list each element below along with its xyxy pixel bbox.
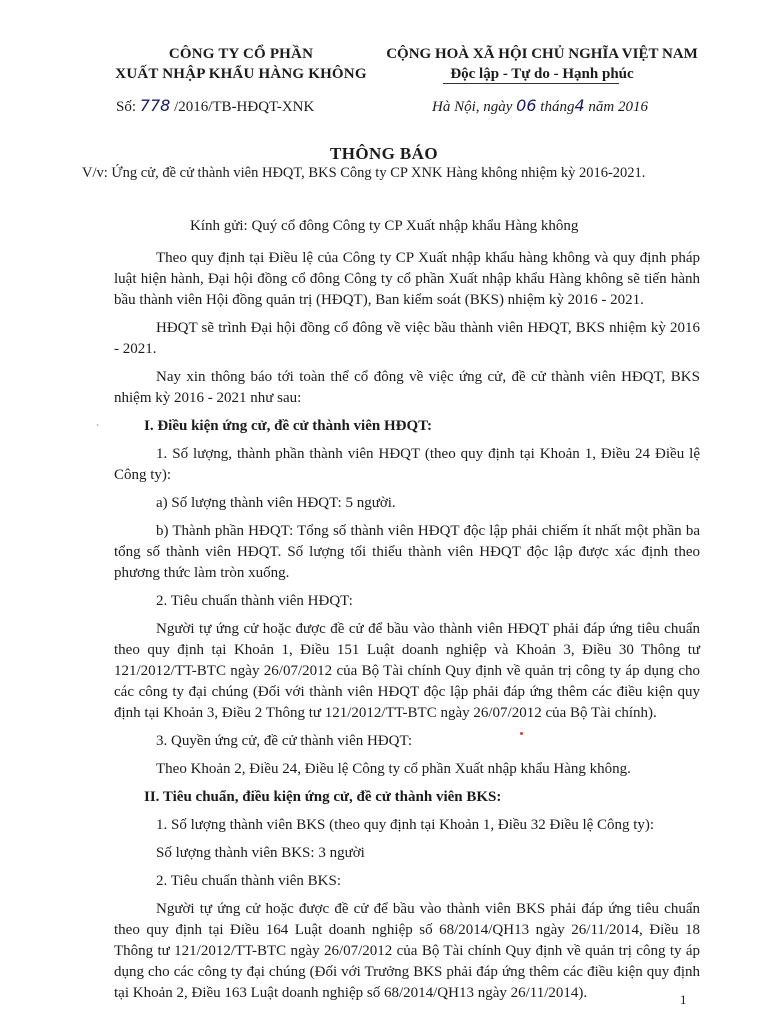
document-title: THÔNG BÁO [330,144,438,163]
section-heading-1: I. Điều kiện ứng cử, đề cử thành viên HĐQT: [144,418,433,434]
month-label: tháng [540,99,575,115]
paragraph: b) Thành phần HĐQT: Tổng số thành viên HĐQT độc lập phải chiếm ít nhất một phần ba tổng số thành viên HĐQT. Số lượng tối thiểu thành viên HĐQT độc lập được xác định theo phương thức làm tròn xuống. [114,523,700,581]
paragraph: Theo quy định tại Điều lệ của Công ty CP Xuất nhập khẩu hàng không và quy định pháp luật hiện hành, Đại hội đồng cổ đông Công ty cổ phần Xuất nhập khẩu Hàng không sẽ tiến hành bầu thành viên Hội đồng quản trị (HĐQT), Ban kiểm soát (BKS) nhiệm kỳ 2016 - 2021. [114,250,700,308]
page-number: 1 [680,992,687,1007]
paragraph: 2. Tiêu chuẩn thành viên HĐQT: [156,593,353,609]
handwritten-day: 06 [516,96,537,115]
paragraph: Số lượng thành viên BKS: 3 người [156,845,365,861]
paragraph: Người tự ứng cử hoặc được đề cử để bầu vào thành viên HĐQT phải đáp ứng tiêu chuẩn theo quy định tại Khoản 1, Điều 151 Luật doanh nghiệp và Khoản 3, Điều 30 Thông tư 121/2012/TT-BTC ngày 26/07/2012 của Bộ Tài chính Quy định về quản trị công ty áp dụng cho các công ty đại chúng (Đối với thành viên HĐQT độc lập phải đáp ứng thêm các điều kiện quy định tại Khoản 3, Điều 2 Thông tư 121/2012/TT-BTC ngày 26/07/2012 của Bộ Tài chính). [114,621,700,721]
national-motto: Độc lập - Tự do - Hạnh phúc [450,66,634,82]
company-line-1: CÔNG TY CỔ PHẦN [168,46,314,62]
document-subject: V/v: Ứng cử, đề cử thành viên HĐQT, BKS Công ty CP XNK Hàng không nhiệm kỳ 2016-2021. [82,165,646,181]
company-header [96,44,386,84]
paragraph: Theo Khoản 2, Điều 24, Điều lệ Công ty cổ phần Xuất nhập khẩu Hàng không. [156,761,631,777]
number-suffix: /2016/TB-HĐQT-XNK [174,99,315,115]
handwritten-number: 778 [139,96,171,115]
paragraph: 2. Tiêu chuẩn thành viên BKS: [156,873,342,889]
paragraph: 1. Số lượng, thành phần thành viên HĐQT (theo quy định tại Khoản 1, Điều 24 Điều lệ Công ty): [114,446,700,483]
number-label: Số: [116,99,137,115]
motto-underline [443,83,619,84]
paragraph: 1. Số lượng thành viên BKS (theo quy định tại Khoản 1, Điều 32 Điều lệ Công ty): [156,817,655,833]
national-header [372,44,712,84]
handwritten-month: 4 [574,96,585,115]
section-heading-2: II. Tiêu chuẩn, điều kiện ứng cử, đề cử thành viên BKS: [144,789,502,805]
year-text: năm 2016 [588,99,648,115]
scan-mark: ` [96,424,100,435]
paragraph: 3. Quyền ứng cử, đề cử thành viên HĐQT: [156,733,413,749]
paragraph: Nay xin thông báo tới toàn thể cổ đông về việc ứng cử, đề cử thành viên HĐQT, BKS nhiệm kỳ 2016 - 2021 như sau: [114,369,700,406]
document-body [114,248,700,1011]
country-name: CỘNG HOÀ XÃ HỘI CHỦ NGHĨA VIỆT NAM [386,46,698,62]
salutation: Kính gửi: Quý cổ đông Công ty CP Xuất nhập khẩu Hàng không [190,218,579,234]
paragraph: HĐQT sẽ trình Đại hội đồng cổ đông về việc bầu thành viên HĐQT, BKS nhiệm kỳ 2016 - 2021. [114,320,700,357]
place-prefix: Hà Nội, ngày [432,99,513,115]
company-line-2: XUẤT NHẬP KHẨU HÀNG KHÔNG [115,66,367,82]
place-date [432,96,648,116]
paragraph: Người tự ứng cử hoặc được đề cử để bầu vào thành viên BKS phải đáp ứng tiêu chuẩn theo quy định tại Điều 164 Luật doanh nghiệp số 68/2014/QH13 ngày 26/11/2014, Điều 18 Thông tư 121/2012/TT-BTC ngày 26/07/2012 của Bộ Tài chính Quy định về quản trị công ty áp dụng cho các công ty đại chúng (Đối với Trưởng BKS phải đáp ứng thêm các điều kiện quy định tại Khoản 2, Điều 163 Luật doanh nghiệp số 68/2014/QH13 ngày 26/11/2014). [114,901,700,1001]
ink-dot [520,732,523,735]
paragraph: a) Số lượng thành viên HĐQT: 5 người. [156,495,396,511]
document-number [116,96,314,116]
